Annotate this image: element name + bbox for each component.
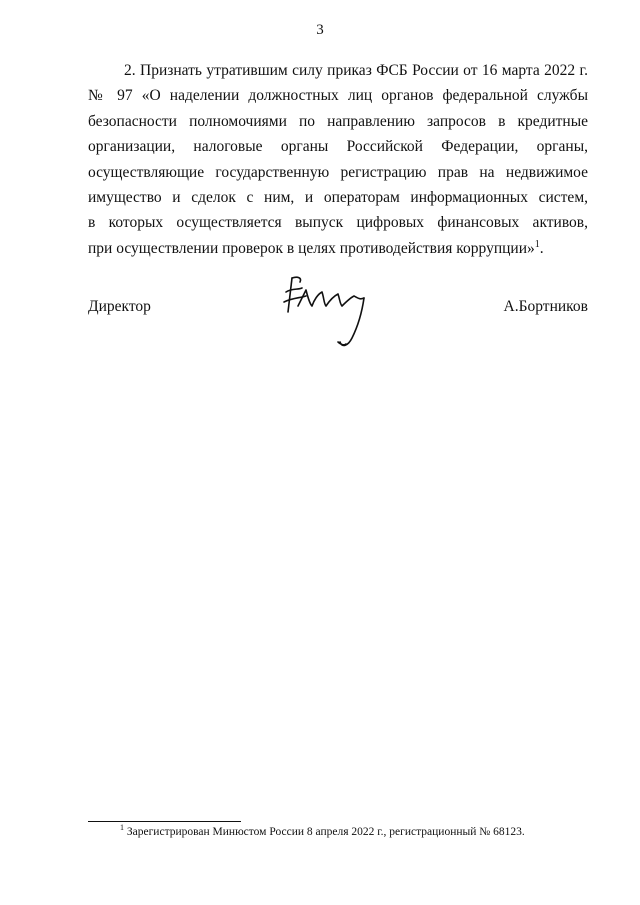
- page-number: 3: [316, 22, 324, 38]
- footnote-separator: [88, 821, 241, 822]
- footnote-text: Зарегистрирован Минюстом России 8 апреля 2022 г., регистрационный № 68123.: [126, 826, 525, 838]
- footnote-reference: 1: [534, 238, 540, 250]
- footnote: [120, 823, 525, 838]
- footnote-marker: 1: [120, 823, 124, 833]
- body-line: 2. Признать утратившим силу приказ ФСБ России от 16 марта 2022 г.: [124, 62, 588, 79]
- handwritten-signature: [278, 268, 378, 353]
- body-line: безопасности полномочиями по направлению запросов в кредитные: [88, 112, 588, 130]
- body-line: № 97 «О наделении должностных лиц органов федеральной службы: [88, 87, 588, 105]
- body-line: организации, налоговые органы Российской Федерации, органы,: [88, 138, 588, 156]
- signer-position: Директор: [88, 298, 151, 315]
- body-line: имущество и сделок с ним, и операторам информационных систем,: [88, 188, 588, 206]
- body-line: при осуществлении проверок в целях противодействия коррупции»: [88, 239, 535, 257]
- body-line: в которых осуществляется выпуск цифровых финансовых активов,: [88, 214, 588, 232]
- body-last-line: [88, 236, 588, 261]
- trailing-period: .: [539, 239, 544, 257]
- body-line: осуществляющие государственную регистрацию прав на недвижимое: [88, 163, 588, 181]
- signer-name: А.Бортников: [503, 298, 588, 315]
- body-paragraph: [88, 58, 588, 261]
